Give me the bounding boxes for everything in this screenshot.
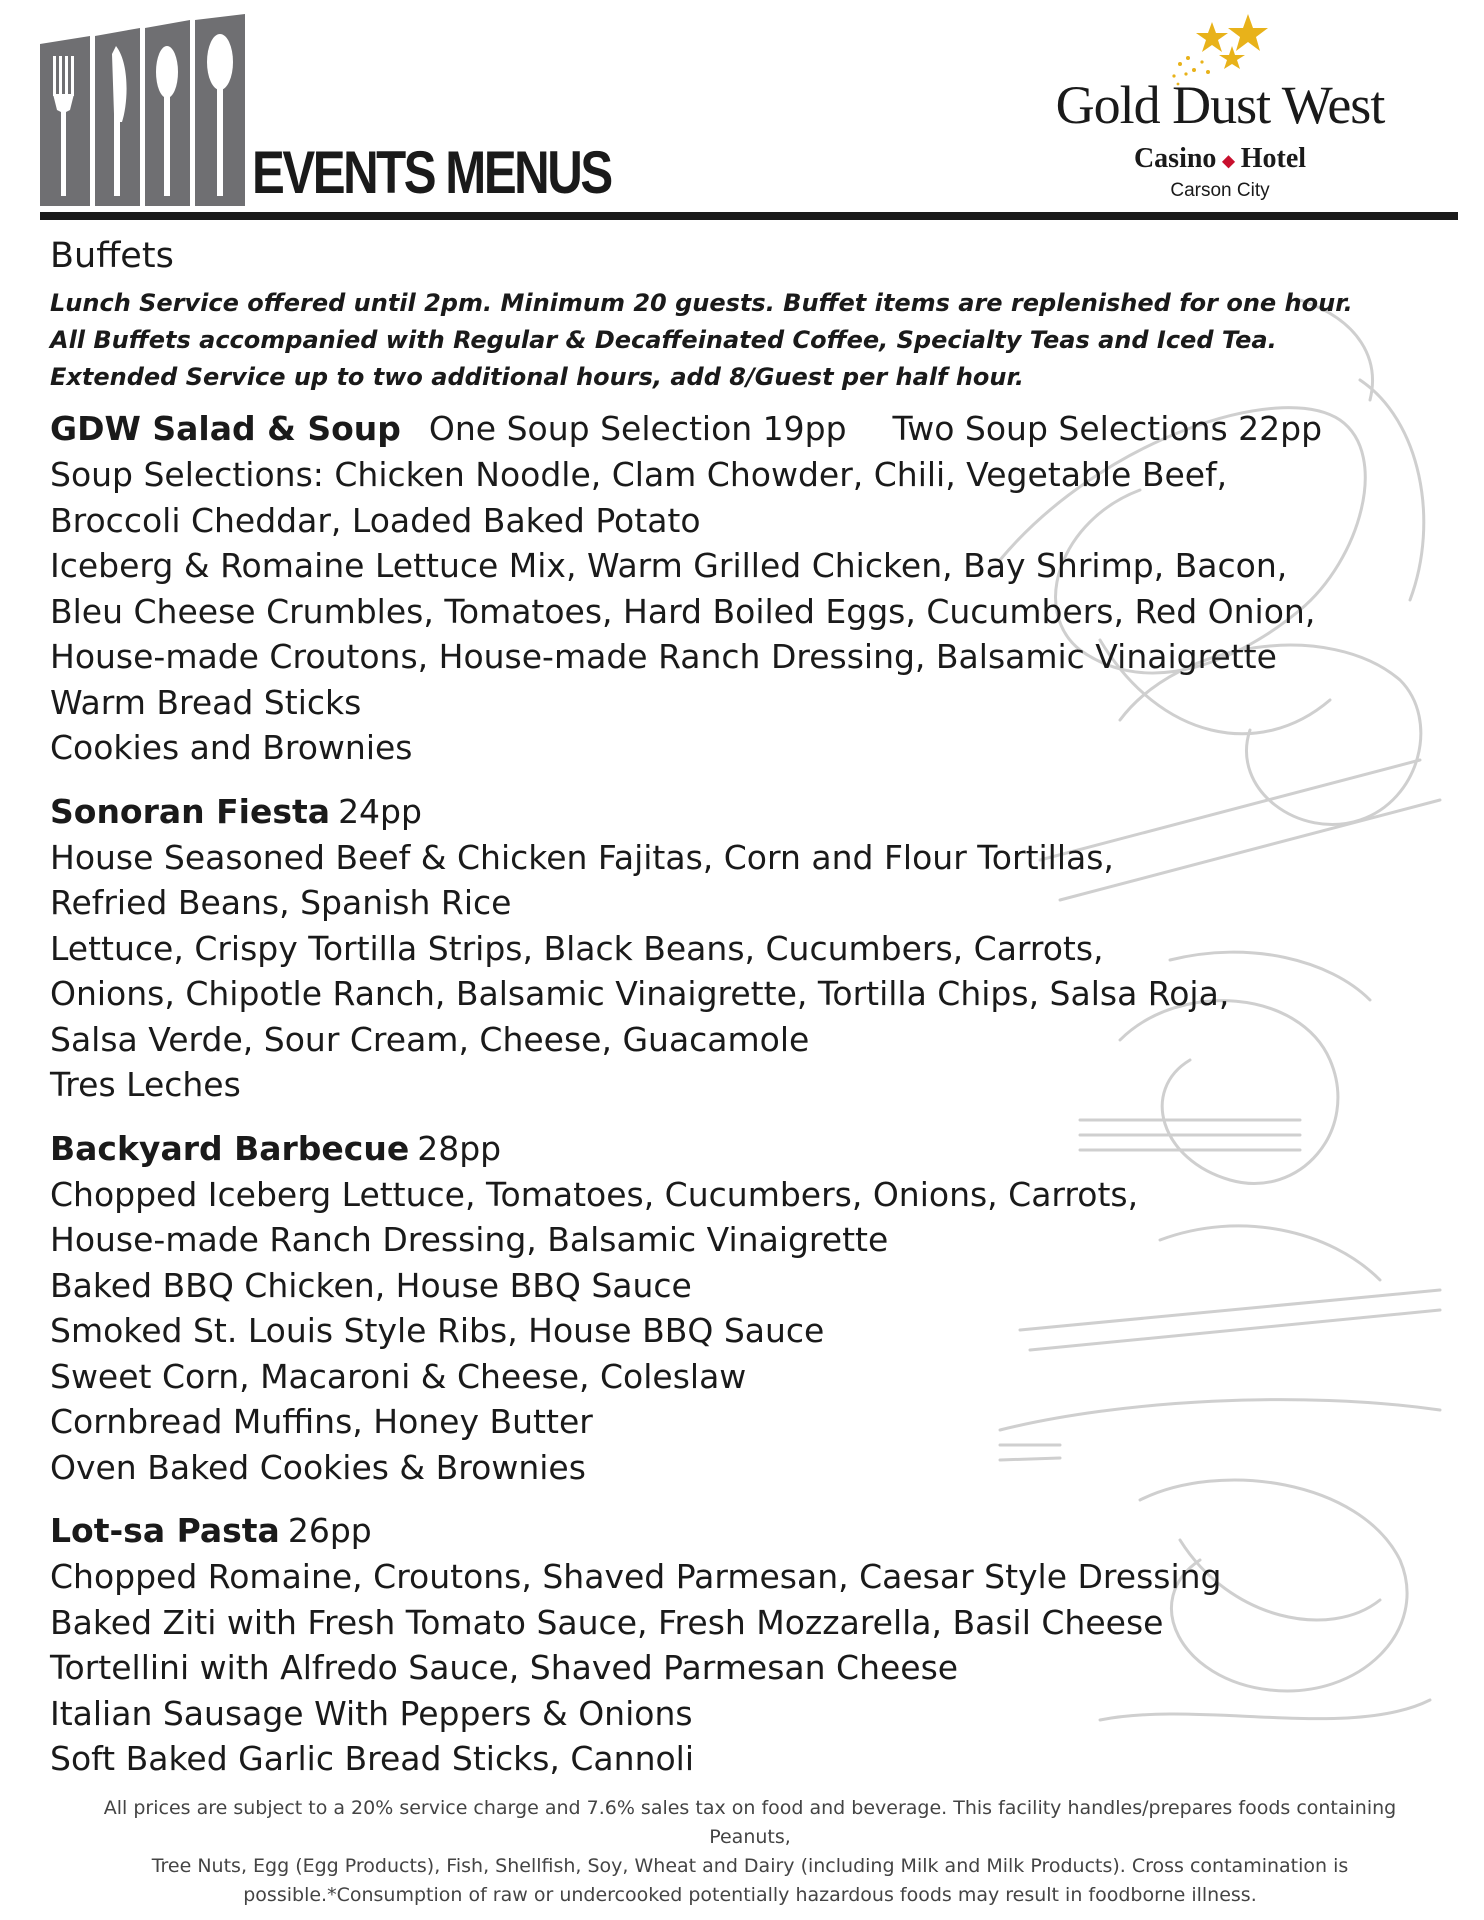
section-name: Sonoran Fiesta	[50, 791, 331, 831]
menu-item-line: Italian Sausage With Peppers & Onions	[50, 1693, 693, 1733]
menu-section-backyard-barbecue	[50, 1126, 1430, 1491]
events-menus-title: EVENTS MENUS	[252, 139, 611, 206]
menu-item-line: Chopped Romaine, Croutons, Shaved Parmesan, Caesar Style Dressing	[50, 1557, 1222, 1596]
menu-section-lot-sa-pasta	[50, 1508, 1430, 1782]
menu-item-line: Cookies and Brownies	[50, 728, 413, 767]
menu-section-sonoran-fiesta	[50, 789, 1430, 1108]
fork-knife-spoon-icon	[40, 14, 245, 206]
menu-item-line: Refried Beans, Spanish Rice	[50, 883, 512, 922]
gold-dust-west-logo	[1030, 12, 1410, 202]
menu-item-line: Onions, Chipotle Ranch, Balsamic Vinaigrette, Tortilla Chips, Salsa Roja,	[50, 974, 1230, 1013]
section-heading	[50, 406, 1430, 452]
section-option-one: One Soup Selection 19pp	[428, 409, 847, 448]
menu-item-line: House-made Ranch Dressing, Balsamic Vinaigrette	[50, 1220, 889, 1259]
footer-disclaimer	[80, 1794, 1420, 1910]
logo-name: Gold Dust West	[1055, 75, 1385, 135]
menu-section-salad-soup	[50, 406, 1430, 771]
menu-item-line: Bleu Cheese Crumbles, Tomatoes, Hard Boiled Eggs, Cucumbers, Red Onion,	[50, 591, 1316, 631]
menu-item-line: Baked Ziti with Fresh Tomato Sauce, Fresh Mozzarella, Basil Cheese	[50, 1602, 1164, 1642]
buffet-intro-text: Lunch Service offered until 2pm. Minimum 20 guests. Buffet items are replenished for one hour. All Buffets accompanied with Regular & Decaffeinated Coffee, Specialty Teas and Iced Tea. Extended Service up to two additional hours, add 8/Guest per half hour.	[50, 289, 1353, 391]
header-divider	[40, 212, 1458, 220]
menu-item-line: Tortellini with Alfredo Sauce, Shaved Parmesan Cheese	[50, 1648, 959, 1687]
logo-casino: Casino	[1133, 143, 1217, 174]
logo-subtitle	[1030, 143, 1410, 175]
section-name: Lot-sa Pasta	[50, 1511, 280, 1550]
page-heading: Buffets	[50, 236, 174, 276]
logo-hotel: Hotel	[1240, 143, 1307, 174]
section-name: Backyard Barbecue	[50, 1128, 410, 1168]
menu-item-line: Oven Baked Cookies & Brownies	[50, 1447, 586, 1487]
menu-item-line: Tres Leches	[50, 1065, 241, 1104]
menu-item-line: Chopped Iceberg Lettuce, Tomatoes, Cucumbers, Onions, Carrots,	[50, 1174, 1139, 1214]
menu-item-line: House Seasoned Beef & Chicken Fajitas, Corn and Flour Tortillas,	[50, 837, 1114, 877]
menu-item-line: Soup Selections: Chicken Noodle, Clam Chowder, Chili, Vegetable Beef,	[50, 455, 1228, 494]
menu-item-line: Iceberg & Romaine Lettuce Mix, Warm Grilled Chicken, Bay Shrimp, Bacon,	[50, 546, 1288, 585]
footer-line: Tree Nuts, Egg (Egg Products), Fish, Shellfish, Soy, Wheat and Dairy (including Milk and Milk Products). Cross contamination is	[151, 1855, 1349, 1877]
section-heading	[50, 1126, 1430, 1172]
section-price: 26pp	[287, 1511, 372, 1550]
section-name: GDW Salad & Soup	[50, 409, 401, 448]
footer-line: All prices are subject to a 20% service charge and 7.6% sales tax on food and beverage. This facility handles/prepares foods containing Peanuts,	[103, 1797, 1397, 1848]
logo-city: Carson City	[1170, 180, 1270, 201]
menu-item-line: House-made Croutons, House-made Ranch Dressing, Balsamic Vinaigrette	[50, 637, 1277, 676]
section-price: 28pp	[417, 1128, 502, 1168]
menu-item-line: Soft Baked Garlic Bread Sticks, Cannoli	[50, 1739, 695, 1778]
menu-item-line: Salsa Verde, Sour Cream, Cheese, Guacamole	[50, 1019, 810, 1059]
menu-item-line: Baked BBQ Chicken, House BBQ Sauce	[50, 1265, 692, 1305]
section-heading	[50, 789, 1430, 835]
section-heading	[50, 1508, 1430, 1554]
menu-item-line: Broccoli Cheddar, Loaded Baked Potato	[50, 500, 701, 540]
menu-item-line: Lettuce, Crispy Tortilla Strips, Black Beans, Cucumbers, Carrots,	[50, 928, 1104, 968]
section-price: 24pp	[338, 791, 422, 831]
menu-item-line: Warm Bread Sticks	[50, 682, 362, 722]
diamond-icon: ◆	[1222, 152, 1235, 170]
menu-item-line: Smoked St. Louis Style Ribs, House BBQ Sauce	[50, 1311, 825, 1350]
menu-item-line: Cornbread Muffins, Honey Butter	[50, 1402, 593, 1441]
menu-content	[50, 406, 1430, 1800]
footer-line: possible.*Consumption of raw or undercooked potentially hazardous foods may result in foodborne illness.	[243, 1884, 1257, 1906]
section-option-two: Two Soup Selections 22pp	[892, 409, 1323, 448]
menu-item-line: Sweet Corn, Macaroni & Cheese, Coleslaw	[50, 1356, 747, 1396]
